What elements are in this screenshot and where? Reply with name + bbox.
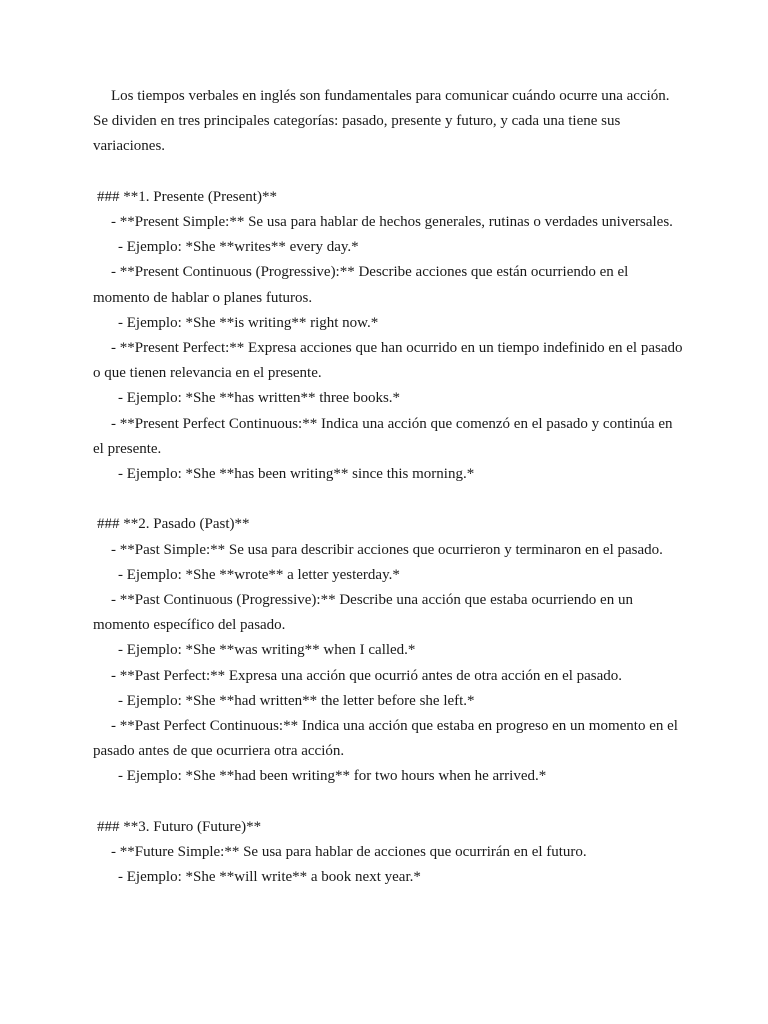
list-item: - **Future Simple:** Se usa para hablar de acciones que ocurrirán en el futuro.: [111, 844, 587, 861]
list-item: - **Present Perfect Continuous:** Indica una acción que comenzó en el pasado y continúa en el presente.: [93, 415, 673, 457]
section-heading-past: ### **2. Pasado (Past)**: [97, 516, 250, 533]
document-body: [93, 84, 683, 890]
section-heading-present: ### **1. Presente (Present)**: [97, 188, 277, 205]
example-line: - Ejemplo: *She **will write** a book next year.*: [118, 869, 421, 886]
spacer: [93, 487, 683, 512]
example-line: - Ejemplo: *She **is writing** right now.*: [118, 314, 379, 331]
example-line: - Ejemplo: *She **has written** three books.*: [118, 390, 401, 407]
example-line: - Ejemplo: *She **wrote** a letter yesterday.*: [118, 566, 400, 583]
example-line: - Ejemplo: *She **has been writing** since this morning.*: [118, 466, 475, 483]
list-item: - **Past Simple:** Se usa para describir acciones que ocurrieron y terminaron en el pasado.: [111, 541, 663, 558]
example-line: - Ejemplo: *She **was writing** when I called.*: [118, 642, 416, 659]
section-heading-future: ### **3. Futuro (Future)**: [97, 818, 262, 835]
example-line: - Ejemplo: *She **writes** every day.*: [118, 239, 359, 256]
spacer: [93, 790, 683, 815]
list-item: - **Past Perfect:** Expresa una acción que ocurrió antes de otra acción en el pasado.: [111, 667, 623, 684]
list-item: - **Present Simple:** Se usa para hablar de hechos generales, rutinas o verdades universales.: [111, 214, 673, 230]
intro-paragraph: Los tiempos verbales en inglés son fundamentales para comunicar cuándo ocurre una acción. Se dividen en tres principales categorías: pasado, presente y futuro, y cada una tiene sus variaciones.: [93, 88, 670, 155]
list-item: - **Present Continuous (Progressive):** Describe acciones que están ocurriendo en el momento de hablar o planes futuros.: [93, 264, 629, 306]
spacer: [93, 160, 683, 185]
list-item: - **Past Perfect Continuous:** Indica una acción que estaba en progreso en un momento en el pasado antes de que ocurriera otra acción.: [93, 718, 678, 760]
list-item: - **Present Perfect:** Expresa acciones que han ocurrido en un tiempo indefinido en el pasado o que tienen relevancia en el presente.: [93, 340, 683, 382]
list-item: - **Past Continuous (Progressive):** Describe una acción que estaba ocurriendo en un momento específico del pasado.: [93, 592, 633, 634]
example-line: - Ejemplo: *She **had written** the letter before she left.*: [118, 692, 475, 709]
example-line: - Ejemplo: *She **had been writing** for two hours when he arrived.*: [118, 768, 547, 785]
